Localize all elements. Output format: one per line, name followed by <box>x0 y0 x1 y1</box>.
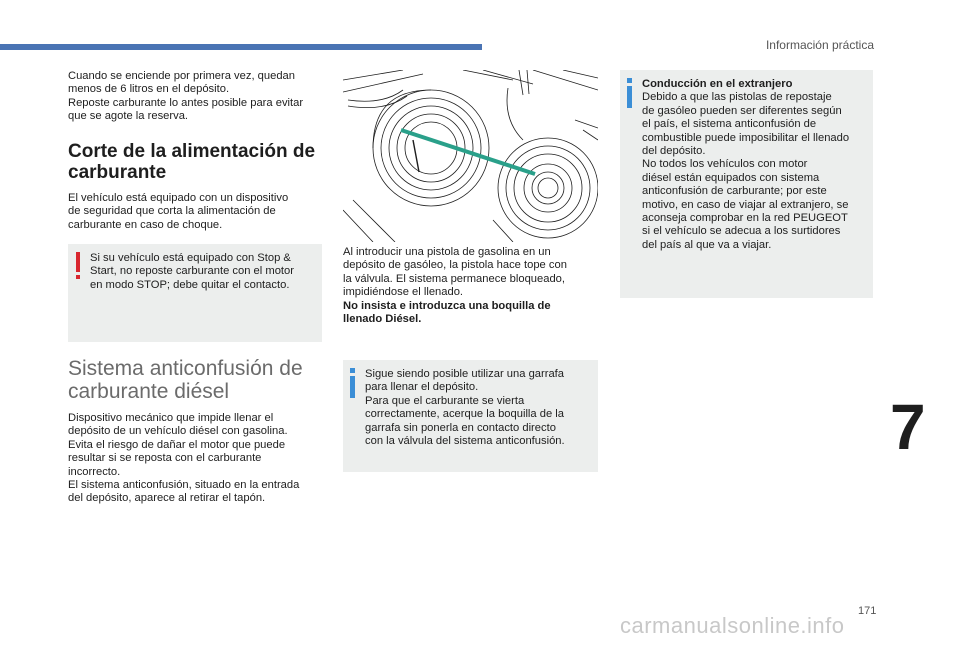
antimix-line: El sistema anticonfusión, situado en la entrada <box>68 479 300 492</box>
info-line: de gasóleo pueden ser diferentes según <box>642 104 842 117</box>
chapter-number: 7 <box>890 391 926 463</box>
antimix-heading-line: Sistema anticonfusión de <box>68 357 303 380</box>
info-line: combustible puede imposibilitar el llenado <box>642 131 850 144</box>
cutoff-heading-line: carburante <box>68 162 167 183</box>
warning-box <box>68 244 322 342</box>
info-line: del país al que va a viajar. <box>642 238 772 251</box>
info-box-middle <box>343 360 598 472</box>
info-line: aconseja comprobar en la red PEUGEOT <box>642 212 848 225</box>
info-line: Para que el carburante se vierta <box>365 394 525 407</box>
cutoff-text <box>68 192 343 232</box>
warning-text <box>90 252 315 292</box>
warning-icon <box>75 252 81 280</box>
antimix-heading <box>68 357 348 403</box>
watermark: carmanualsonline.info <box>620 613 845 638</box>
antimix-line: del depósito, aparece al retirar el tapón. <box>68 492 266 505</box>
info-line: Sigue siendo posible utilizar una garrafa <box>365 368 565 380</box>
middle-line: impidiéndose el llenado. <box>343 286 464 299</box>
antimix-line: incorrecto. <box>68 465 121 478</box>
middle-bold-line: llenado Diésel. <box>343 313 422 326</box>
info-line: No todos los vehículos con motor <box>642 158 808 171</box>
fuel-filler-illustration <box>343 70 598 242</box>
info-line: garrafa sin ponerla en contacto directo <box>365 421 556 434</box>
cutoff-heading-line: Corte de la alimentación de <box>68 141 316 162</box>
intro-line: Reposte carburante lo antes posible para evitar <box>68 96 304 109</box>
intro-text <box>68 70 343 124</box>
warning-line: Start, no reposte carburante con el motor <box>90 265 294 278</box>
antimix-heading-line: carburante diésel <box>68 380 230 403</box>
info-icon <box>626 78 633 108</box>
middle-bold-line: No insista e introduzca una boquilla de <box>343 299 551 312</box>
intro-line: que se agote la reserva. <box>68 110 189 123</box>
antimix-line: Evita el riesgo de dañar el motor que puede <box>68 438 286 451</box>
middle-line: la válvula. El sistema permanece bloqueado, <box>343 272 566 285</box>
middle-line: Al introducir una pistola de gasolina en un <box>343 246 551 258</box>
info-line: correctamente, acerque la boquilla de la <box>365 408 565 421</box>
cutoff-line: de seguridad que corta la alimentación de <box>68 205 276 218</box>
antimix-text <box>68 412 343 506</box>
info-right-title: Conducción en el extranjero <box>642 78 793 90</box>
antimix-line: Dispositivo mecánico que impide llenar el <box>68 412 274 424</box>
info-right-text <box>642 78 870 252</box>
info-line: para llenar el depósito. <box>365 381 479 394</box>
warning-line: Si su vehículo está equipado con Stop & <box>90 252 291 264</box>
cutoff-line: El vehículo está equipado con un dispositivo <box>68 192 289 204</box>
cutoff-heading <box>68 141 338 183</box>
info-box-right <box>620 70 873 298</box>
intro-line: menos de 6 litros en el depósito. <box>68 83 230 96</box>
info-line: con la válvula del sistema anticonfusión. <box>365 435 565 448</box>
info-line: diésel están equipados con sistema <box>642 171 820 184</box>
warning-line: en modo STOP; debe quitar el contacto. <box>90 278 290 291</box>
info-line: Debido a que las pistolas de repostaje <box>642 91 832 104</box>
section-title: Información práctica <box>765 38 874 52</box>
info-line: anticonfusión de carburante; por este <box>642 185 827 198</box>
middle-text <box>343 246 598 326</box>
info-middle-text <box>365 368 593 448</box>
info-line: motivo, en caso de viajar al extranjero, se <box>642 198 849 211</box>
top-accent-bar <box>0 44 482 50</box>
antimix-line: depósito de un vehículo diésel con gasolina. <box>68 425 288 438</box>
middle-line: depósito de gasóleo, la pistola hace tope con <box>343 259 567 272</box>
info-line: si el vehículo se adecua a los surtidores <box>642 225 841 238</box>
intro-line: Cuando se enciende por primera vez, quedan <box>68 70 296 82</box>
cutoff-line: carburante en caso de choque. <box>68 218 223 231</box>
info-icon <box>349 368 356 398</box>
info-line: el país, el sistema anticonfusión de <box>642 118 817 131</box>
antimix-line: resultar si se reposta con el carburante <box>68 452 262 465</box>
page-number: 171 <box>858 605 877 617</box>
info-line: del depósito. <box>642 145 706 158</box>
